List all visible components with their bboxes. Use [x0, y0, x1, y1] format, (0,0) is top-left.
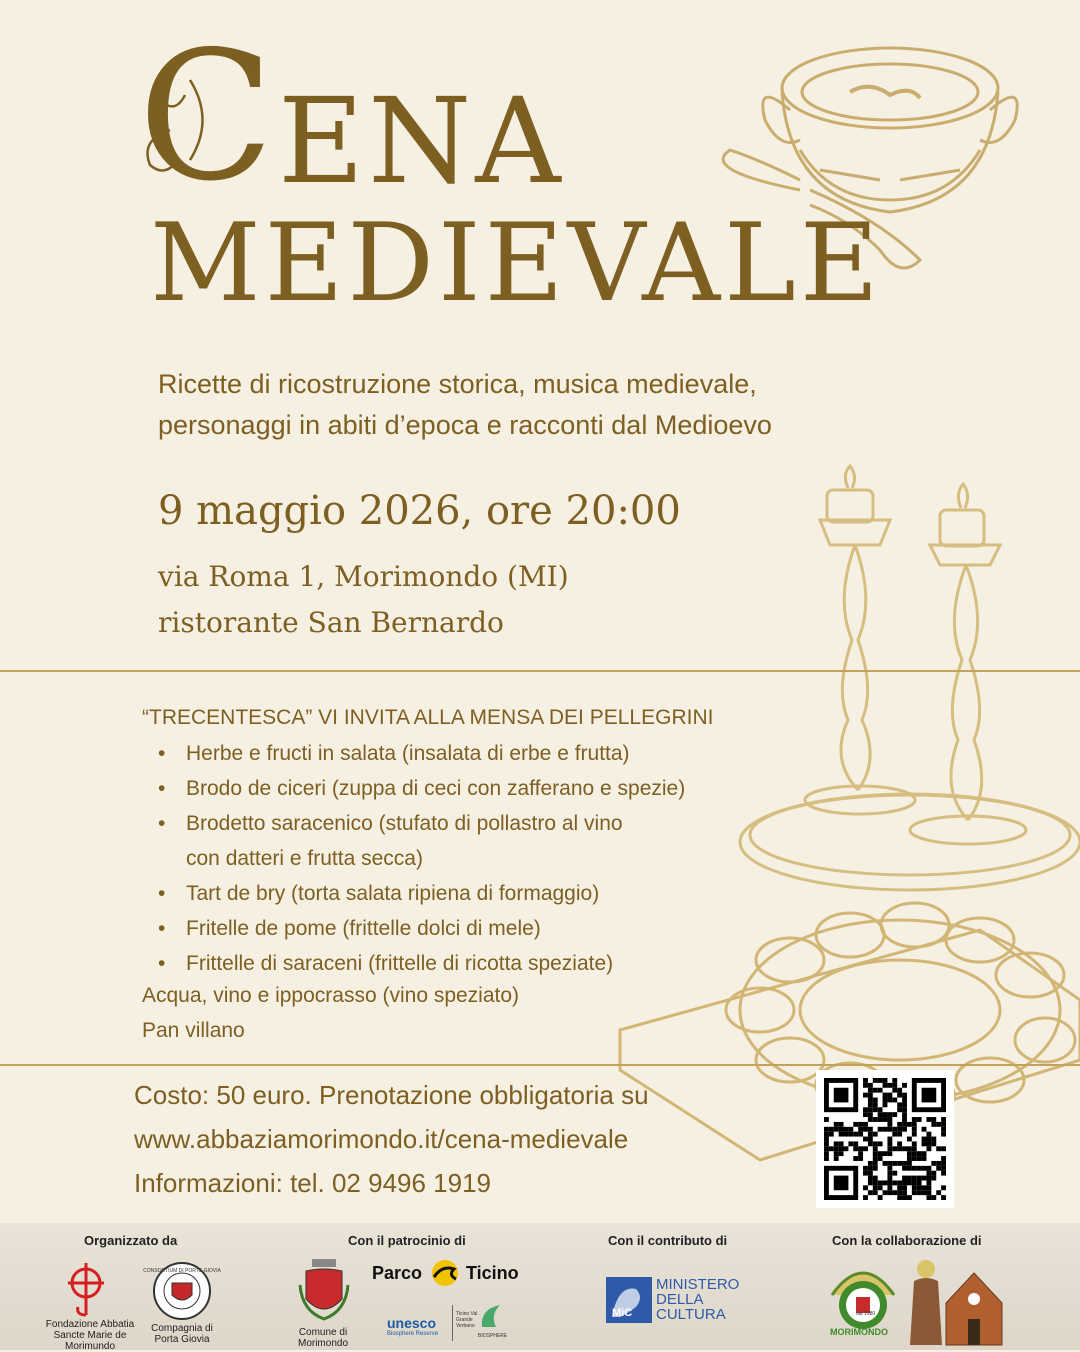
- parco-ticino-text-a: Parco: [372, 1263, 423, 1283]
- menu-item: • Brodetto saracenico (stufato di pollastro al vino: [158, 806, 838, 841]
- phone-info: Informazioni: tel. 02 9496 1919: [134, 1168, 492, 1198]
- abbey-church-icon: [942, 1263, 1006, 1347]
- menu-item: • Herbe e fructi in salata (insalata di erbe e frutta): [158, 736, 838, 771]
- event-address: via Roma 1, Morimondo (MI): [158, 560, 569, 593]
- menu-item: • Brodo de ciceri (zuppa di ceci con zafferano e spezie): [158, 771, 838, 806]
- title-line2: MEDIEVALE: [150, 201, 883, 326]
- porta-giovia-seal-text: CONSORTIUM DI PORTE GIOVIA: [143, 1268, 221, 1274]
- ministero-line1: MINISTERO: [656, 1276, 740, 1293]
- event-venue: ristorante San Bernardo: [158, 606, 504, 639]
- menu-item: • Frittelle di saraceni (frittelle di ricotta speziate): [158, 946, 838, 981]
- badge-year: dal 1980: [856, 1311, 876, 1317]
- menu-extra-bread: Pan villano: [142, 1019, 245, 1042]
- menu-item: • Fritelle de pome (frittelle dolci di mele): [158, 911, 838, 946]
- comune-crest-icon: [298, 1255, 350, 1323]
- fondazione-logo-icon: [62, 1259, 110, 1319]
- contrib-label: Con il contributo di: [608, 1233, 728, 1248]
- title-initial: C: [138, 13, 275, 220]
- menu-list: [158, 736, 838, 981]
- unesco-sub: Biosphere Reserve: [387, 1331, 439, 1337]
- qr-code-icon: [824, 1078, 946, 1200]
- ministero-line3: CULTURA: [656, 1306, 726, 1323]
- menu-extra-drinks: Acqua, vino e ippocrasso (vino speziato): [142, 984, 520, 1007]
- org1-name: Fondazione Abbatia Sancte Marie de Morimundo: [45, 1319, 135, 1352]
- divider-bottom: [0, 1064, 1080, 1066]
- event-date: 9 maggio 2026, ore 20:00: [158, 488, 681, 534]
- parco-ticino-text-b: Ticino: [466, 1263, 519, 1283]
- saint-figure-icon: [908, 1257, 944, 1347]
- ministero-text: [656, 1277, 739, 1322]
- subtitle: [158, 364, 1018, 446]
- footer-sponsors: [0, 1223, 1080, 1350]
- event-location: [158, 554, 569, 646]
- biosphere-text: BIOSPHERE: [478, 1333, 508, 1339]
- patron1-name: Comune di Morimondo: [297, 1327, 349, 1349]
- divider-top: [0, 670, 1080, 672]
- ministero-line2: DELLA: [656, 1291, 704, 1308]
- patron-label: Con il patrocinio di: [348, 1233, 466, 1248]
- unesco-label: unesco: [387, 1315, 437, 1331]
- unesco-divider: [452, 1305, 453, 1341]
- menu-item-continuation: con datteri e frutta secca): [186, 847, 423, 870]
- menu-item: • Tart de bry (torta salata ripiena di formaggio): [158, 876, 838, 911]
- parco-ticino-logo-icon: [428, 1259, 462, 1287]
- biosphere-icon: [478, 1301, 504, 1331]
- org2-name: Compagnia di Porta Giovia: [151, 1323, 213, 1345]
- subtitle-line1: Ricette di ricostruzione storica, musica medievale,: [158, 369, 757, 399]
- qr-code[interactable]: [816, 1070, 954, 1208]
- morimondo-badge-text: MORIMONDO: [830, 1327, 888, 1337]
- collab-label: Con la collaborazione di: [832, 1233, 982, 1248]
- ticino-biosphere-text: Ticino Val Grande Verbano: [456, 1311, 478, 1329]
- menu-heading: “TRECENTESCA” VI INVITA ALLA MENSA DEI PELLEGRINI: [142, 706, 714, 729]
- mic-text: MiC: [612, 1307, 633, 1319]
- cost-text: Costo: 50 euro. Prenotazione obbligatoria su: [134, 1080, 649, 1110]
- title-line1: ENA: [278, 72, 565, 210]
- subtitle-line2: personaggi in abiti d’epoca e racconti dal Medioevo: [158, 410, 772, 440]
- booking-url[interactable]: www.abbaziamorimondo.it/cena-medievale: [134, 1124, 629, 1154]
- organized-label: Organizzato da: [84, 1233, 178, 1248]
